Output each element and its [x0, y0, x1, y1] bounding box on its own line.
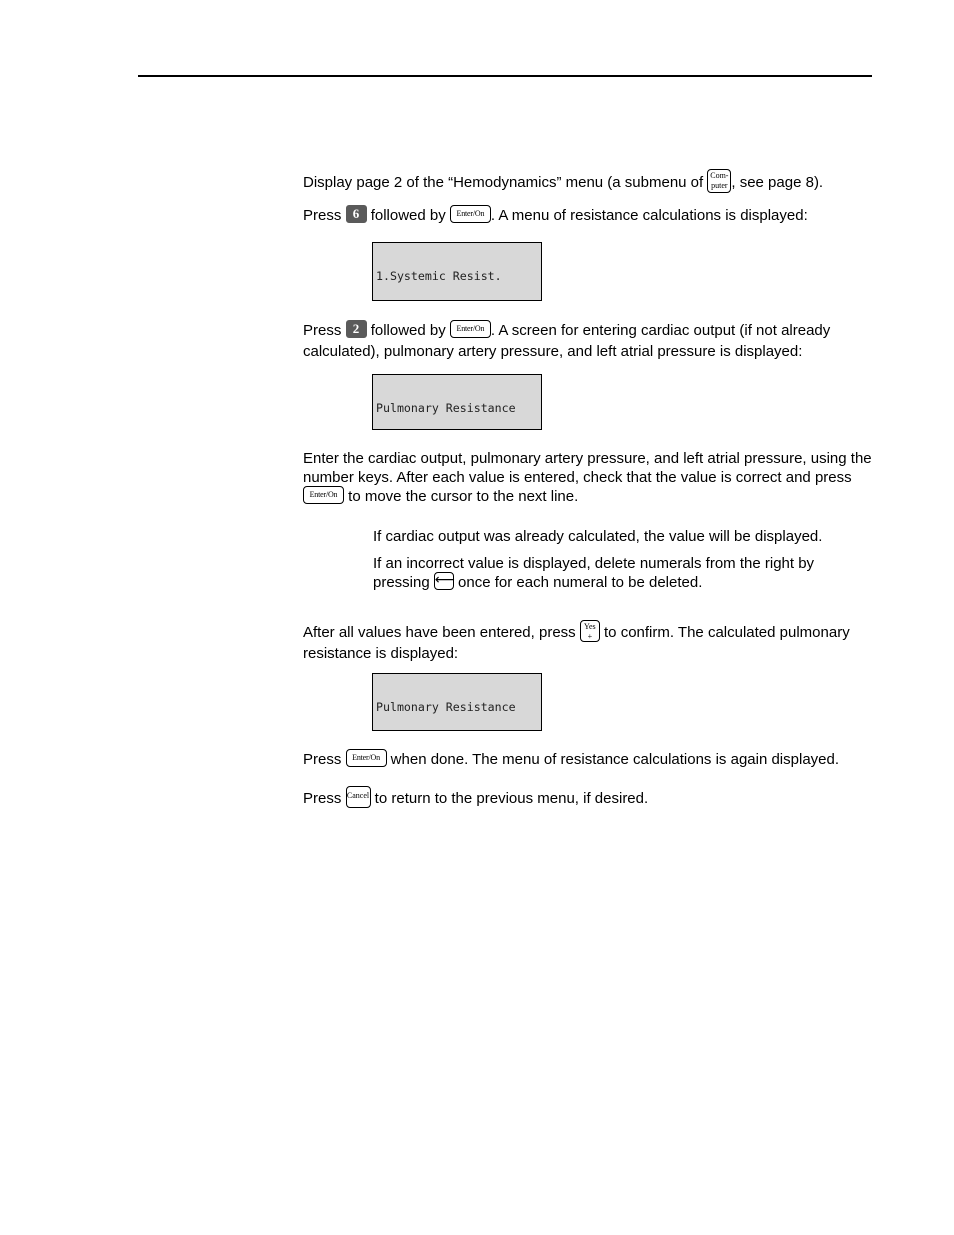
- step6-press-word: Press: [303, 751, 342, 768]
- lcd-resistance-menu: [372, 242, 542, 301]
- step-confirm: [303, 622, 873, 663]
- header-rule: [138, 75, 872, 77]
- computer-key-line2: puter: [711, 181, 728, 190]
- note2-text-before: If an incorrect value is displayed, delete numerals from the right by pressing: [373, 555, 815, 591]
- step3-followed-word: followed by: [370, 322, 446, 339]
- lcd-line: Pulmonary Resistance: [376, 699, 516, 714]
- step3-press-word: Press: [303, 322, 342, 339]
- yes-key-line2: +: [587, 632, 593, 641]
- step-press-cancel: [303, 788, 873, 810]
- note-incorrect-value: [373, 554, 873, 592]
- lcd-line: 1.Systemic Resist.: [376, 268, 502, 283]
- step2-followed-word: followed by: [370, 207, 446, 224]
- step-enter-values: [303, 449, 873, 506]
- step2-text-after: . A menu of resistance calculations is displayed:: [490, 207, 808, 224]
- enter-on-key: Enter/On: [346, 749, 387, 767]
- step5-text-before: After all values have been entered, press: [303, 623, 580, 641]
- enter-on-key: Enter/On: [303, 486, 344, 504]
- note-cardiac-output: [373, 527, 873, 546]
- yes-plus-key: [580, 620, 600, 642]
- step-press-6: [303, 206, 873, 225]
- enter-on-key: Enter/On: [450, 320, 491, 338]
- computer-key: [707, 169, 731, 193]
- step1-text-after: , see page 8).: [731, 173, 824, 191]
- cancel-key: Cancel: [346, 786, 371, 808]
- step3-text-after: . A screen for entering cardiac output (if not already calculated), pulmonary artery pressure, and left atrial pressure is displayed:: [303, 322, 831, 360]
- key-6: 6: [346, 205, 367, 223]
- step-press-2: [303, 320, 873, 362]
- step7-press-word: Press: [303, 789, 342, 807]
- note1-text: If cardiac output was already calculated, the value will be displayed.: [373, 528, 823, 545]
- backspace-arrow-key: ⟵: [434, 572, 455, 589]
- key-2: 2: [346, 320, 367, 338]
- note2-text-after: once for each numeral to be deleted.: [453, 574, 703, 591]
- step7-text-after: to return to the previous menu, if desired.: [370, 789, 649, 807]
- step4-text-before: Enter the cardiac output, pulmonary artery pressure, and left atrial pressure, using the number keys. After each value is entered, check that the value is correct and press: [303, 450, 872, 486]
- enter-on-key: Enter/On: [450, 205, 491, 223]
- step-display-page: [303, 171, 873, 195]
- computer-key-line1: Com-: [710, 171, 729, 180]
- step6-text-after: when done. The menu of resistance calculations is again displayed.: [386, 751, 840, 768]
- lcd-line: Pulmonary Resistance: [376, 400, 516, 415]
- yes-key-line1: Yes: [584, 622, 596, 631]
- step1-text-before: Display page 2 of the “Hemodynamics” menu (a submenu of: [303, 173, 708, 191]
- step4-text-after: to move the cursor to the next line.: [344, 488, 579, 505]
- step2-press-word: Press: [303, 207, 342, 224]
- lcd-pulmonary-result: [372, 673, 542, 731]
- lcd-pulmonary-entry: [372, 374, 542, 430]
- step-press-enter-done: [303, 750, 873, 769]
- step5-text-after: to confirm. The calculated pulmonary resistance is displayed:: [303, 623, 850, 662]
